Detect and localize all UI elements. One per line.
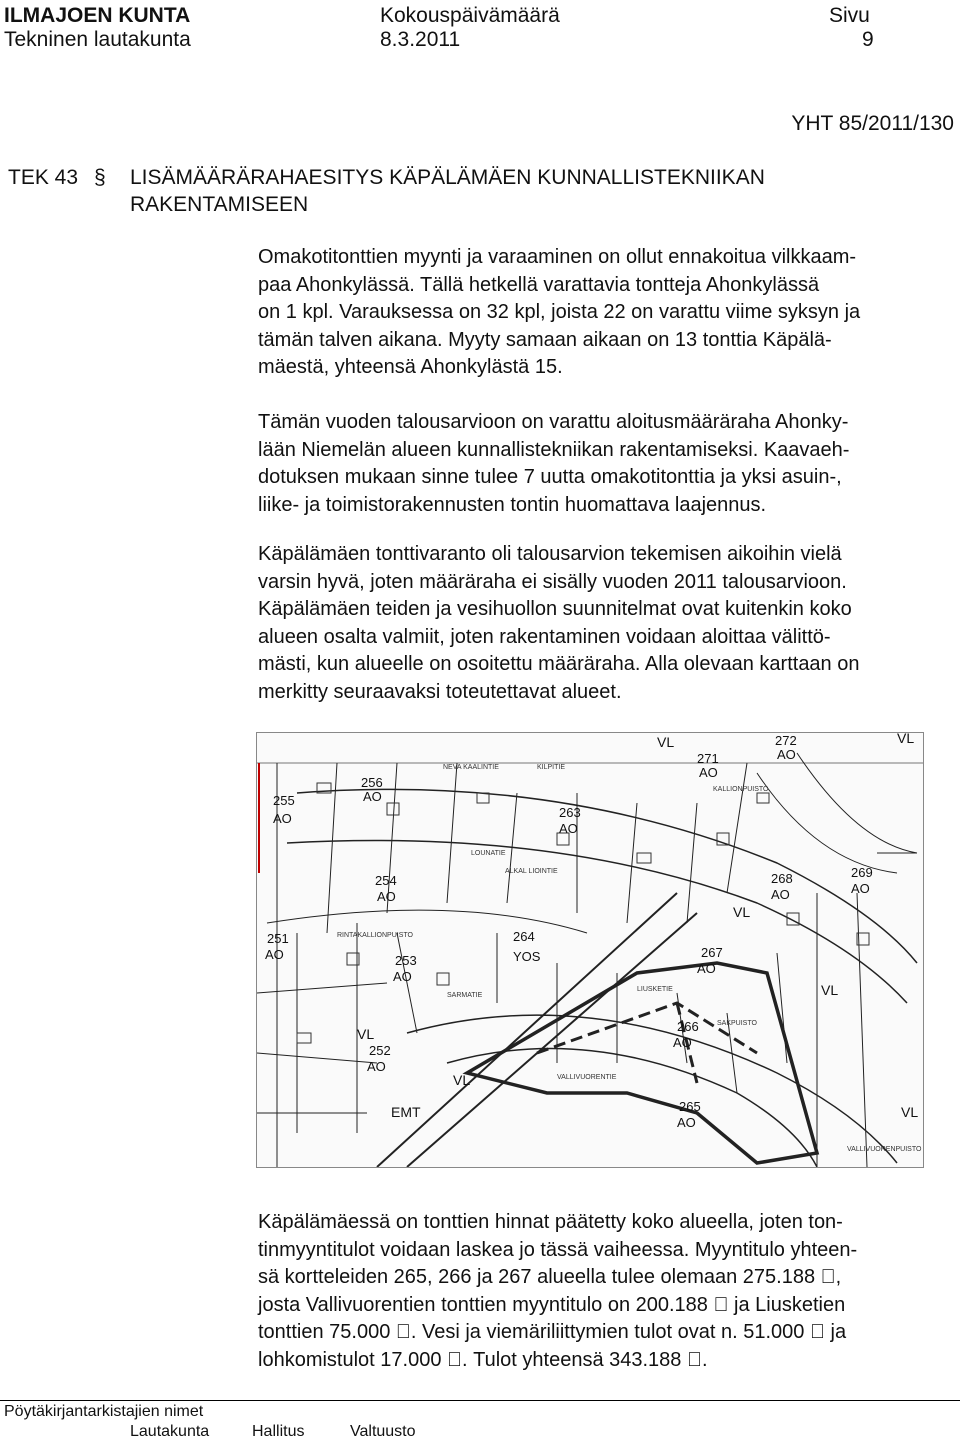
text-line: paa Ahonkylässä. Tällä hetkellä varattavia tontteja Ahonkylässä: [258, 273, 820, 296]
page-label: Sivu: [829, 4, 870, 27]
block-253-number: 253: [395, 953, 417, 968]
vl-label: VL: [657, 734, 675, 750]
block-251-code: AO: [265, 947, 284, 962]
text-line: liike- ja toimistorakennusten tontin huomattava laajennus.: [258, 493, 767, 516]
section-sign: §: [94, 166, 106, 189]
block-253-code: AO: [393, 969, 412, 984]
block-264-code: YOS: [513, 949, 541, 964]
street-label: SAKPUISTO: [717, 1020, 757, 1027]
block-254-code: AO: [377, 889, 396, 904]
block-263-number: 263: [559, 805, 581, 820]
block-268-code: AO: [771, 887, 790, 902]
text-line: Käpälämäen tonttivaranto oli talousarvion tekemisen aikoihin vielä: [258, 543, 842, 565]
block-265-code: AO: [677, 1115, 696, 1130]
vl-label: VL: [357, 1026, 375, 1042]
text-line: merkitty seuraavaksi toteutettavat alueet.: [258, 680, 622, 703]
block-254-number: 254: [375, 873, 397, 888]
vl-label: VL: [901, 1104, 919, 1120]
text-line: lohkomistulot 17.000 . Tulot yhteensä 343.188 .: [258, 1348, 678, 1371]
paragraph-3: [258, 541, 958, 707]
text-line: alueen osalta valmiit, joten rakentaminen voidaan aloittaa välittö-: [258, 625, 831, 648]
text-line: tinmyyntitulot voidaan laskea jo tässä vaiheessa. Myyntitulo yhteen-: [258, 1238, 858, 1261]
board-name: Tekninen lautakunta: [4, 28, 191, 51]
block-266-code: AO: [673, 1035, 692, 1050]
block-272-code: AO: [777, 747, 796, 762]
vl-label: VL: [897, 733, 915, 746]
vl-label: VL: [733, 904, 751, 920]
block-263-code: AO: [559, 821, 578, 836]
text-line: josta Vallivuorentien tonttien myyntitulo on 200.188 ja Liusketien: [258, 1293, 825, 1316]
vl-label: VL: [821, 982, 839, 998]
block-271-code: AO: [699, 765, 718, 780]
block-256-code: AO: [363, 789, 382, 804]
block-255-number: 255: [273, 793, 295, 808]
block-265-number: 265: [679, 1099, 701, 1114]
text-line: varsin hyvä, joten määräraha ei sisälly vuoden 2011 talousarvioon.: [258, 570, 847, 593]
zoning-map-drawing: [257, 733, 923, 1167]
street-label: NEVA KAALINTIE: [443, 764, 499, 771]
footer-title: Pöytäkirjantarkistajien nimet: [4, 1403, 204, 1420]
text-line: mästi, kun alueelle on osoitettu määräraha. Alla olevaan karttaan on: [258, 653, 860, 676]
org-name: ILMAJOEN KUNTA: [4, 4, 191, 27]
street-label: ALKAL LIOINTIE: [505, 868, 558, 875]
section-id: TEK 43: [8, 166, 79, 189]
street-label: KILPITIE: [537, 764, 566, 771]
paragraph-2: [258, 409, 958, 519]
zoning-map: [256, 732, 924, 1168]
text-line: Käpälämäessä on tonttien hinnat päätetty koko alueella, joten ton-: [258, 1211, 843, 1233]
footer-item-hallitus: Hallitus: [252, 1423, 305, 1440]
street-label: SARMATIE: [447, 992, 483, 999]
paragraph-1: [258, 244, 958, 382]
street-label: VALLIVUORENTIE: [557, 1074, 617, 1081]
street-label: LIUSKETIE: [637, 986, 673, 993]
text-line: lään Niemelän alueen kunnallistekniikan rakentamiseksi. Kaavaeh-: [258, 438, 850, 461]
street-label: KALLIONPUISTO: [713, 786, 769, 793]
block-252-code: AO: [367, 1059, 386, 1074]
meeting-date: 8.3.2011: [380, 28, 461, 51]
paragraph-4: [258, 1209, 958, 1375]
footer-item-lautakunta: Lautakunta: [130, 1423, 210, 1440]
section-title-line1: LISÄMÄÄRÄRAHAESITYS KÄPÄLÄMÄEN KUNNALLISTEKNIIKAN: [130, 166, 765, 189]
street-label: RINTAKALLIONPUISTO: [337, 932, 413, 939]
date-label: Kokouspäivämäärä: [380, 4, 560, 27]
footer-rule: [0, 1400, 960, 1401]
text-line: dotuksen mukaan sinne tulee 7 uutta omakotitonttia ja yksi asuin-,: [258, 466, 842, 489]
block-264-number: 264: [513, 929, 535, 944]
text-line: Käpälämäen teiden ja vesihuollon suunnitelmat ovat kuitenkin koko: [258, 598, 852, 621]
reference-number: YHT 85/2011/130: [791, 112, 954, 135]
text-line: mäestä, yhteensä Ahonkylästä 15.: [258, 356, 563, 379]
text-line: Tämän vuoden talousarvioon on varattu aloitusmääräraha Ahonky-: [258, 411, 849, 433]
block-251-number: 251: [267, 931, 289, 946]
emt-label: EMT: [391, 1104, 421, 1120]
block-255-code: AO: [273, 811, 292, 826]
vl-label: VL: [453, 1072, 471, 1088]
block-271-number: 271: [697, 751, 719, 766]
footer-item-valtuusto: Valtuusto: [350, 1423, 416, 1440]
block-268-number: 268: [771, 871, 793, 886]
block-269-code: AO: [851, 881, 870, 896]
block-272-number: 272: [775, 733, 797, 748]
block-269-number: 269: [851, 865, 873, 880]
text-line: tämän talven aikana. Myyty samaan aikaan on 13 tonttia Käpälä-: [258, 328, 832, 351]
street-label: VALLIVUORENPUISTO: [847, 1146, 922, 1153]
text-line: Omakotitonttien myynti ja varaaminen on ollut ennakoitua vilkkaam-: [258, 246, 857, 268]
street-label: LOUNATIE: [471, 850, 506, 857]
block-267-code: AO: [697, 961, 716, 976]
block-256-number: 256: [361, 775, 383, 790]
section-title-line2: RAKENTAMISEEN: [130, 193, 309, 216]
block-266-number: 266: [677, 1019, 699, 1034]
text-line: on 1 kpl. Varauksessa on 32 kpl, joista 22 on varattu viime syksyn ja: [258, 301, 861, 324]
text-line: sä kortteleiden 265, 266 ja 267 alueella tulee olemaan 275.188 ,: [258, 1266, 827, 1289]
text-line: tonttien 75.000 . Vesi ja viemäriliittymien tulot ovat n. 51.000 ja: [258, 1321, 811, 1344]
block-267-number: 267: [701, 945, 723, 960]
block-252-number: 252: [369, 1043, 391, 1058]
page-number: 9: [862, 28, 874, 51]
